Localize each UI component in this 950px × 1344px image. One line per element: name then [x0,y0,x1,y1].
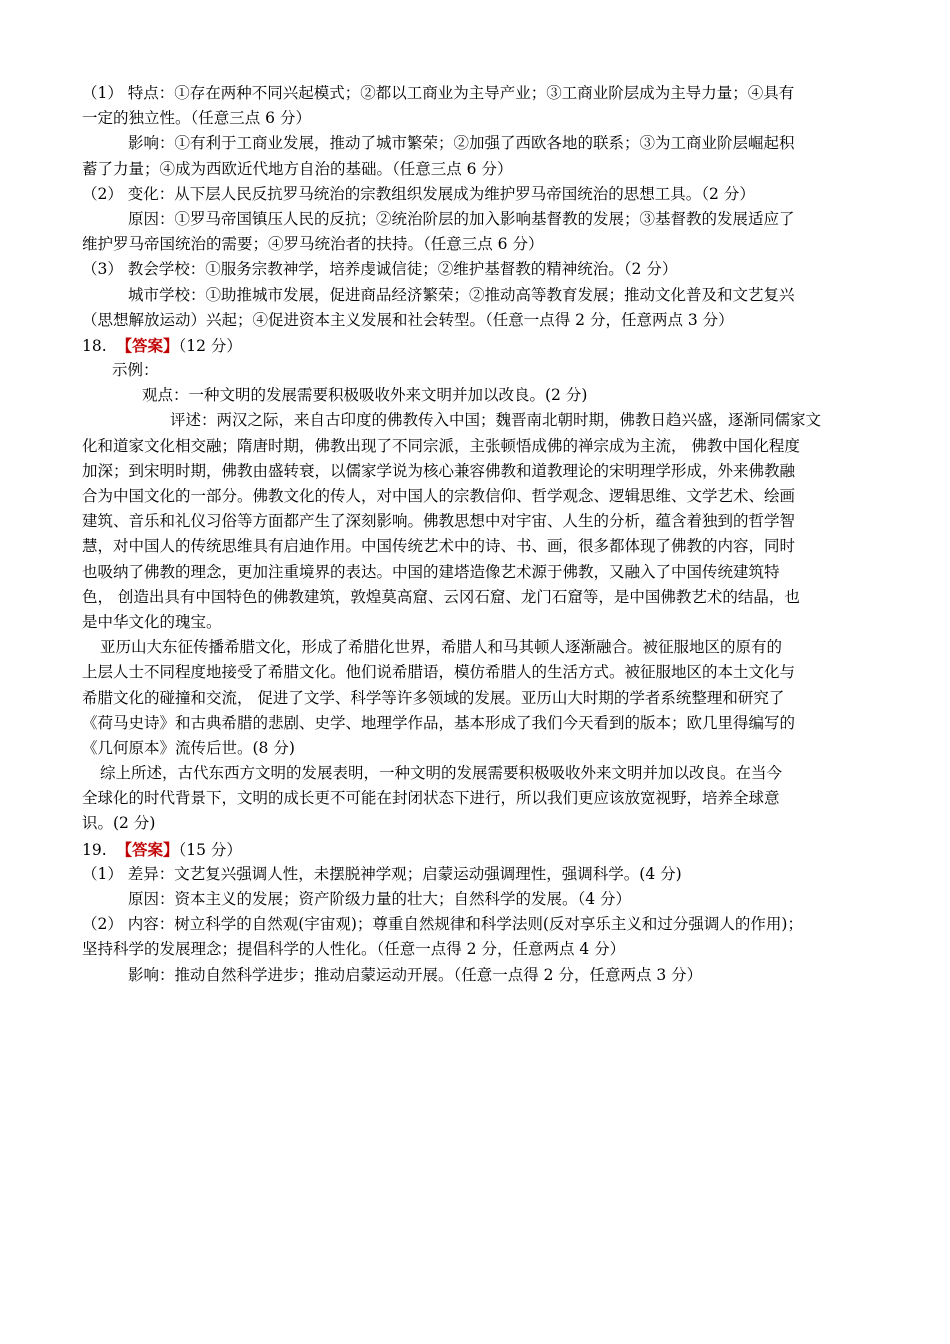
q18-alexander-line: 《几何原本》流传后世。(8 分) [82,738,295,757]
q19-part1-line1: （1） 差异：文艺复兴强调人性，未摆脱神学观；启蒙运动强调理性，强调科学。(4 分) [82,864,682,883]
q18-conclusion-line: 综上所述，古代东西方文明的发展表明，一种文明的发展需要积极吸收外来文明并加以改良。在当今 [100,764,783,783]
q18-header [82,333,867,358]
q19-header [82,837,867,862]
q18-alexander-line: 《荷马史诗》和古典希腊的悲剧、史学、地理学作品，基本形成了我们今天看到的版本；欧几里得编写的 [82,713,796,732]
q19-part1-line2: 原因：资本主义的发展；资产阶级力量的壮大；自然科学的发展。（4 分） [128,890,632,908]
q17-part3-line1: （3） 教会学校：①服务宗教神学，培养虔诚信徒；②维护基督教的精神统治。（2 分） [82,260,678,279]
q18-review-line: 是中华文化的瑰宝。 [82,612,222,631]
q17-part3-line3: （思想解放运动）兴起；④促进资本主义发展和社会转型。（任意一点得 2 分，任意两点 3 分） [82,310,734,329]
q18-number: 18. [82,336,107,355]
q18-alexander-line: 上层人士不同程度地接受了希腊文化。他们说希腊语，模仿希腊人的生活方式。被征服地区的本土文化与 [82,663,796,682]
q18-alexander-line: 亚历山大东征传播希腊文化，形成了希腊化世界，希腊人和马其顿人逐渐融合。被征服地区的原有的 [100,638,783,657]
q18-answer-tag: 【答案】 [116,335,179,355]
q18-review-line: 合为中国文化的一部分。佛教文化的传人，对中国人的宗教信仰、哲学观念、逻辑思维、文学艺术、绘画 [82,487,796,505]
q18-review-line: 色， 创造出具有中国特色的佛教建筑，敦煌莫高窟、云冈石窟、龙门石窟等，是中国佛教艺术的结晶，也 [82,587,800,606]
answer-content [82,81,867,988]
q19-part2-line3: 影响：推动自然科学进步；推动启蒙运动开展。（任意一点得 2 分，任意两点 3 分） [128,965,703,984]
q19-score: （15 分） [178,840,242,859]
q18-review-line: 评述：两汉之际，来自古印度的佛教传入中国；魏晋南北朝时期，佛教日趋兴盛，逐渐同儒家文 [170,411,822,430]
q18-review-line: 慧，对中国人的传统思维具有启迪作用。中国传统艺术中的诗、书、画，很多都体现了佛教的内容，同时 [82,537,796,556]
q17-part2-line1: （2） 变化：从下层人民反抗罗马统治的宗教组织发展成为维护罗马帝国统治的思想工具。（2 分） [82,184,755,203]
q17-part2-line2: 原因：①罗马帝国镇压人民的反抗；②统治阶层的加入影响基督教的发展；③基督教的发展适应了 [128,209,795,228]
q18-conclusion-line: 识。(2 分) [82,814,156,833]
q18-viewpoint: 观点：一种文明的发展需要积极吸收外来文明并加以改良。(2 分) [142,386,588,405]
q18-score: （12 分） [178,336,242,355]
q19-number: 19. [82,840,107,859]
q18-review-line: 加深；到宋明时期，佛教由盛转衰，以儒家学说为核心兼容佛教和道教理论的宋明理学形成，外来佛教融 [82,461,796,480]
q19-part2-line2: 坚持科学的发展理念；提倡科学的人性化。（任意一点得 2 分，任意两点 4 分） [82,940,626,959]
q19-part2-line1: （2） 内容：树立科学的自然观(宇宙观)；尊重自然规律和科学法则(反对享乐主义和过分强调人的作用)； [82,915,803,934]
q17-part1-line1: （1） 特点：①存在两种不同兴起模式；②都以工商业为主导产业；③工商业阶层成为主导力量；④具有 [82,84,795,102]
q17-part3-line2: 城市学校：①助推城市发展，促进商品经济繁荣；②推动高等教育发展；推动文化普及和文艺复兴 [128,285,795,304]
q17-part1-line2: 一定的独立性。（任意三点 6 分） [82,109,311,128]
q18-alexander-line: 希腊文化的碰撞和交流， 促进了文学、科学等许多领域的发展。亚历山大时期的学者系统整理和研究了 [82,688,785,707]
q18-conclusion-line: 全球化的时代背景下，文明的成长更不可能在封闭状态下进行，所以我们更应该放宽视野，培养全球意 [82,789,780,808]
q18-example-label: 示例： [112,361,159,380]
q17-part1-line3: 影响：①有利于工商业发展，推动了城市繁荣；②加强了西欧各地的联系；③为工商业阶层崛起积 [128,134,795,153]
q17-part2-line3: 维护罗马帝国统治的需要；④罗马统治者的扶持。（任意三点 6 分） [82,235,544,254]
q18-review-line: 建筑、音乐和礼仪习俗等方面都产生了深刻影响。佛教思想中对宇宙、人生的分析，蕴含着独到的哲学智 [82,512,796,531]
q18-review-line: 也吸纳了佛教的理念，更加注重境界的表达。中国的建塔造像艺术源于佛教，又融入了中国传统建筑特 [82,562,780,581]
q18-review-line: 化和道家文化相交融；隋唐时期，佛教出现了不同宗派，主张顿悟成佛的禅宗成为主流， 佛教中国化程度 [82,436,800,455]
q17-part1-line4: 蓄了力量；④成为西欧近代地方自治的基础。（任意三点 6 分） [82,159,513,178]
q19-answer-tag: 【答案】 [116,839,179,859]
